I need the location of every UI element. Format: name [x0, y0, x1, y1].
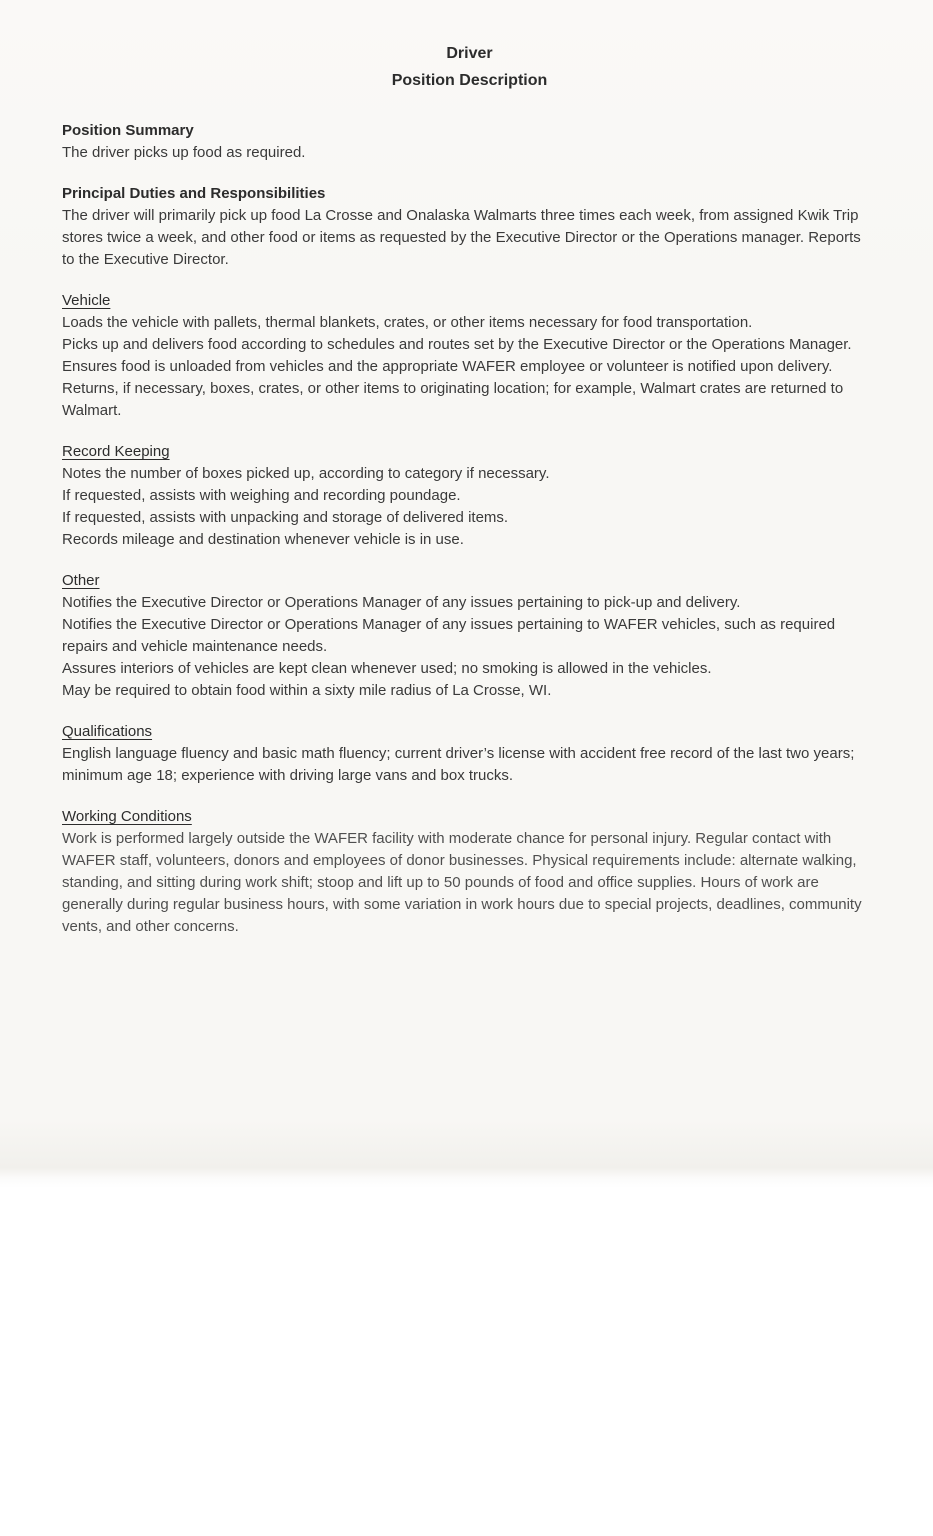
- section-qualifications: [62, 721, 877, 787]
- paragraph: If requested, assists with weighing and recording poundage.: [62, 487, 461, 504]
- section-heading: Record Keeping: [62, 443, 170, 460]
- document-title: [62, 40, 877, 94]
- section-heading: Position Summary: [62, 122, 194, 139]
- paragraph: Returns, if necessary, boxes, crates, or other items to originating location; for example, Walmart crates are returned to Walmart.: [62, 380, 844, 419]
- paragraph: May be required to obtain food within a sixty mile radius of La Crosse, WI.: [62, 682, 552, 699]
- paragraph: Notifies the Executive Director or Operations Manager of any issues pertaining to pick-up and delivery.: [62, 594, 741, 611]
- section-record-keeping: [62, 441, 877, 551]
- section-heading: Principal Duties and Responsibilities: [62, 185, 326, 202]
- title-line-1: Driver: [446, 45, 493, 62]
- paragraph: Assures interiors of vehicles are kept clean whenever used; no smoking is allowed in the vehicles.: [62, 660, 712, 677]
- document-body: [62, 120, 877, 938]
- paragraph: The driver will primarily pick up food La Crosse and Onalaska Walmarts three times each week, from assigned Kwik Trip stores twice a week, and other food or items as requested by the Executive Director or the Operations manager. Reports to the Executive Director.: [62, 207, 861, 268]
- section-other: [62, 570, 877, 702]
- paragraph: If requested, assists with unpacking and storage of delivered items.: [62, 509, 509, 526]
- paragraph: Work is performed largely outside the WAFER facility with moderate chance for personal injury. Regular contact with WAFER staff, volunteers, donors and employees of donor businesses. Physical requirements include: alternate walking, standing, and sitting during work shift; stoop and lift up to 50 pounds of food and office supplies. Hours of work are generally during regular business hours, with some variation in work hours due to special projects, deadlines, community vents, and other concerns.: [62, 830, 862, 935]
- paragraph: Ensures food is unloaded from vehicles and the appropriate WAFER employee or volunteer is notified upon delivery.: [62, 358, 833, 375]
- paragraph: Loads the vehicle with pallets, thermal blankets, crates, or other items necessary for food transportation.: [62, 314, 753, 331]
- section-working-conditions: [62, 806, 877, 938]
- paragraph: Notifies the Executive Director or Operations Manager of any issues pertaining to WAFER vehicles, such as required repairs and vehicle maintenance needs.: [62, 616, 836, 655]
- section-heading: Qualifications: [62, 723, 153, 740]
- paragraph: The driver picks up food as required.: [62, 144, 306, 161]
- paragraph: Picks up and delivers food according to schedules and routes set by the Executive Director or the Operations Manager.: [62, 336, 852, 353]
- paragraph: Notes the number of boxes picked up, according to category if necessary.: [62, 465, 550, 482]
- paragraph: Records mileage and destination whenever vehicle is in use.: [62, 531, 464, 548]
- section-vehicle: [62, 290, 877, 422]
- title-line-2: Position Description: [391, 72, 548, 89]
- section-position-summary: [62, 120, 877, 164]
- section-principal-duties: [62, 183, 877, 271]
- section-heading: Other: [62, 572, 100, 589]
- section-heading: Working Conditions: [62, 808, 192, 825]
- paragraph: English language fluency and basic math fluency; current driver’s license with accident free record of the last two years; minimum age 18; experience with driving large vans and box trucks.: [62, 745, 855, 784]
- section-heading: Vehicle: [62, 292, 111, 309]
